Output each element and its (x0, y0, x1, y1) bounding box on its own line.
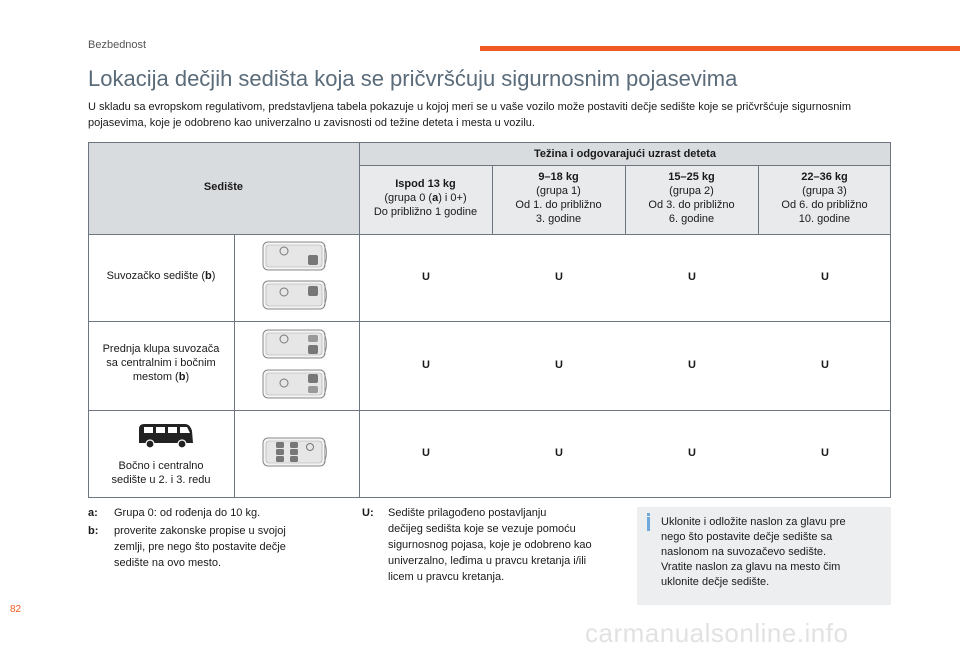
grid-line (758, 165, 759, 234)
info-icon (647, 513, 650, 516)
cell-value: U (821, 359, 829, 371)
legend-key: a: (88, 507, 98, 519)
cell-value: U (422, 271, 430, 283)
column-group: (grupa 0 (a) i 0+) (384, 192, 467, 204)
legend-key: U: (362, 507, 374, 519)
watermark: carmanualsonline.info (585, 618, 849, 648)
group-header: Težina i odgovarajući uzrast deteta (534, 148, 716, 160)
info-icon-bar (647, 517, 650, 531)
column-age: Do približno 1 godine (373, 206, 478, 218)
legend-u (362, 506, 632, 586)
column-weight: Ispod 13 kg (395, 178, 456, 190)
column-age: Od 1. do približno (515, 199, 602, 211)
section-accent-bar (480, 46, 960, 51)
page-title: Lokacija dečjih sedišta koja se pričvršćuju sigurnosnim pojasevima (88, 66, 738, 91)
van-seat-diagram-icon (262, 241, 330, 271)
cell-value: U (555, 359, 563, 371)
column-group: (grupa 1) (536, 185, 581, 197)
grid-line (492, 165, 493, 234)
grid-line (88, 142, 891, 143)
column-age: Od 3. do približno (648, 199, 735, 211)
child-seat-table (88, 142, 891, 498)
van-seat-diagram-icon (262, 280, 330, 310)
legend-key: b: (88, 525, 99, 537)
cell-value: U (555, 447, 563, 459)
legend-ab (88, 506, 348, 571)
column-age: 6. godine (668, 213, 715, 225)
column-group: (grupa 3) (802, 185, 847, 197)
column-header-group3 (758, 170, 891, 226)
legend-text: sedište na ovo mesto. (114, 557, 222, 569)
section-label: Bezbednost (88, 39, 147, 51)
grid-line (625, 165, 626, 234)
column-weight: 15–25 kg (668, 171, 715, 183)
column-age: 10. godine (798, 213, 851, 225)
grid-line (234, 234, 235, 498)
legend-text: Grupa 0: od rođenja do 10 kg. (114, 507, 261, 519)
legend-text: zemlji, pre nego što postavite dečje (114, 541, 286, 553)
grid-line (88, 321, 891, 322)
cell-value: U (422, 447, 430, 459)
legend-text: univerzalno, leđima u pravcu kretanja i/ili (388, 555, 587, 567)
column-header-group1 (492, 170, 625, 226)
legend-text: proverite zakonske propise u svojoj (114, 525, 286, 537)
van-bench-diagram-icon (262, 369, 330, 399)
legend-text: sigurnosnog pojasa, koje je odobreno kao (388, 539, 592, 551)
row-label-rear-seats: Bočno i centralno sedište u 2. i 3. redu (111, 460, 211, 486)
cell-value: U (688, 271, 696, 283)
grid-line (88, 142, 89, 498)
page-number: 82 (10, 604, 22, 615)
info-note (637, 507, 891, 605)
row-label-passenger-seat: Suvozačko sedište (b) (106, 270, 216, 282)
legend-text: dečijeg sedišta koje se vezuje pomoću (388, 523, 576, 535)
seat-header: Sedište (203, 181, 244, 193)
legend-text: Sedište prilagođeno postavljanju (388, 507, 547, 519)
column-header-group0 (359, 177, 492, 219)
column-header-group2 (625, 170, 758, 226)
cell-value: U (555, 271, 563, 283)
cell-value: U (688, 447, 696, 459)
grid-line (359, 142, 360, 498)
cell-value: U (821, 447, 829, 459)
van-rear-seats-diagram-icon (262, 437, 330, 467)
column-weight: 22–36 kg (801, 171, 848, 183)
column-age: 3. godine (535, 213, 582, 225)
grid-line (88, 497, 891, 498)
column-group: (grupa 2) (669, 185, 714, 197)
row-label-front-bench: Prednja klupa suvozača sa centralnim i bočnim mestom (b) (102, 343, 220, 383)
cell-value: U (821, 271, 829, 283)
grid-line (88, 410, 891, 411)
cell-value: U (688, 359, 696, 371)
column-weight: 9–18 kg (538, 171, 579, 183)
column-age: Od 6. do približno (781, 199, 868, 211)
grid-line (88, 234, 891, 235)
grid-line (890, 142, 891, 498)
legend-text: licem u pravcu kretanja. (388, 571, 505, 583)
minibus-icon (135, 421, 195, 451)
cell-value: U (422, 359, 430, 371)
intro-paragraph: U skladu sa evropskom regulativom, predstavljena tabela pokazuje u kojoj meri se u vaše vozilo može postaviti dečje sedište koje se pričvršćuje sigurnosnim pojasevima, koje je odobreno kao univerzalno u zavisnosti od težine deteta i mesta u vozilu. (88, 101, 852, 129)
van-bench-diagram-icon (262, 329, 330, 359)
info-note-text: Uklonite i odložite naslon za glavu pre nego što postavite dečje sedište sa naslonom na suvozačevo sedište. Vratite naslon za glavu na mesto čim uklonite dečje sedište. (661, 516, 846, 588)
